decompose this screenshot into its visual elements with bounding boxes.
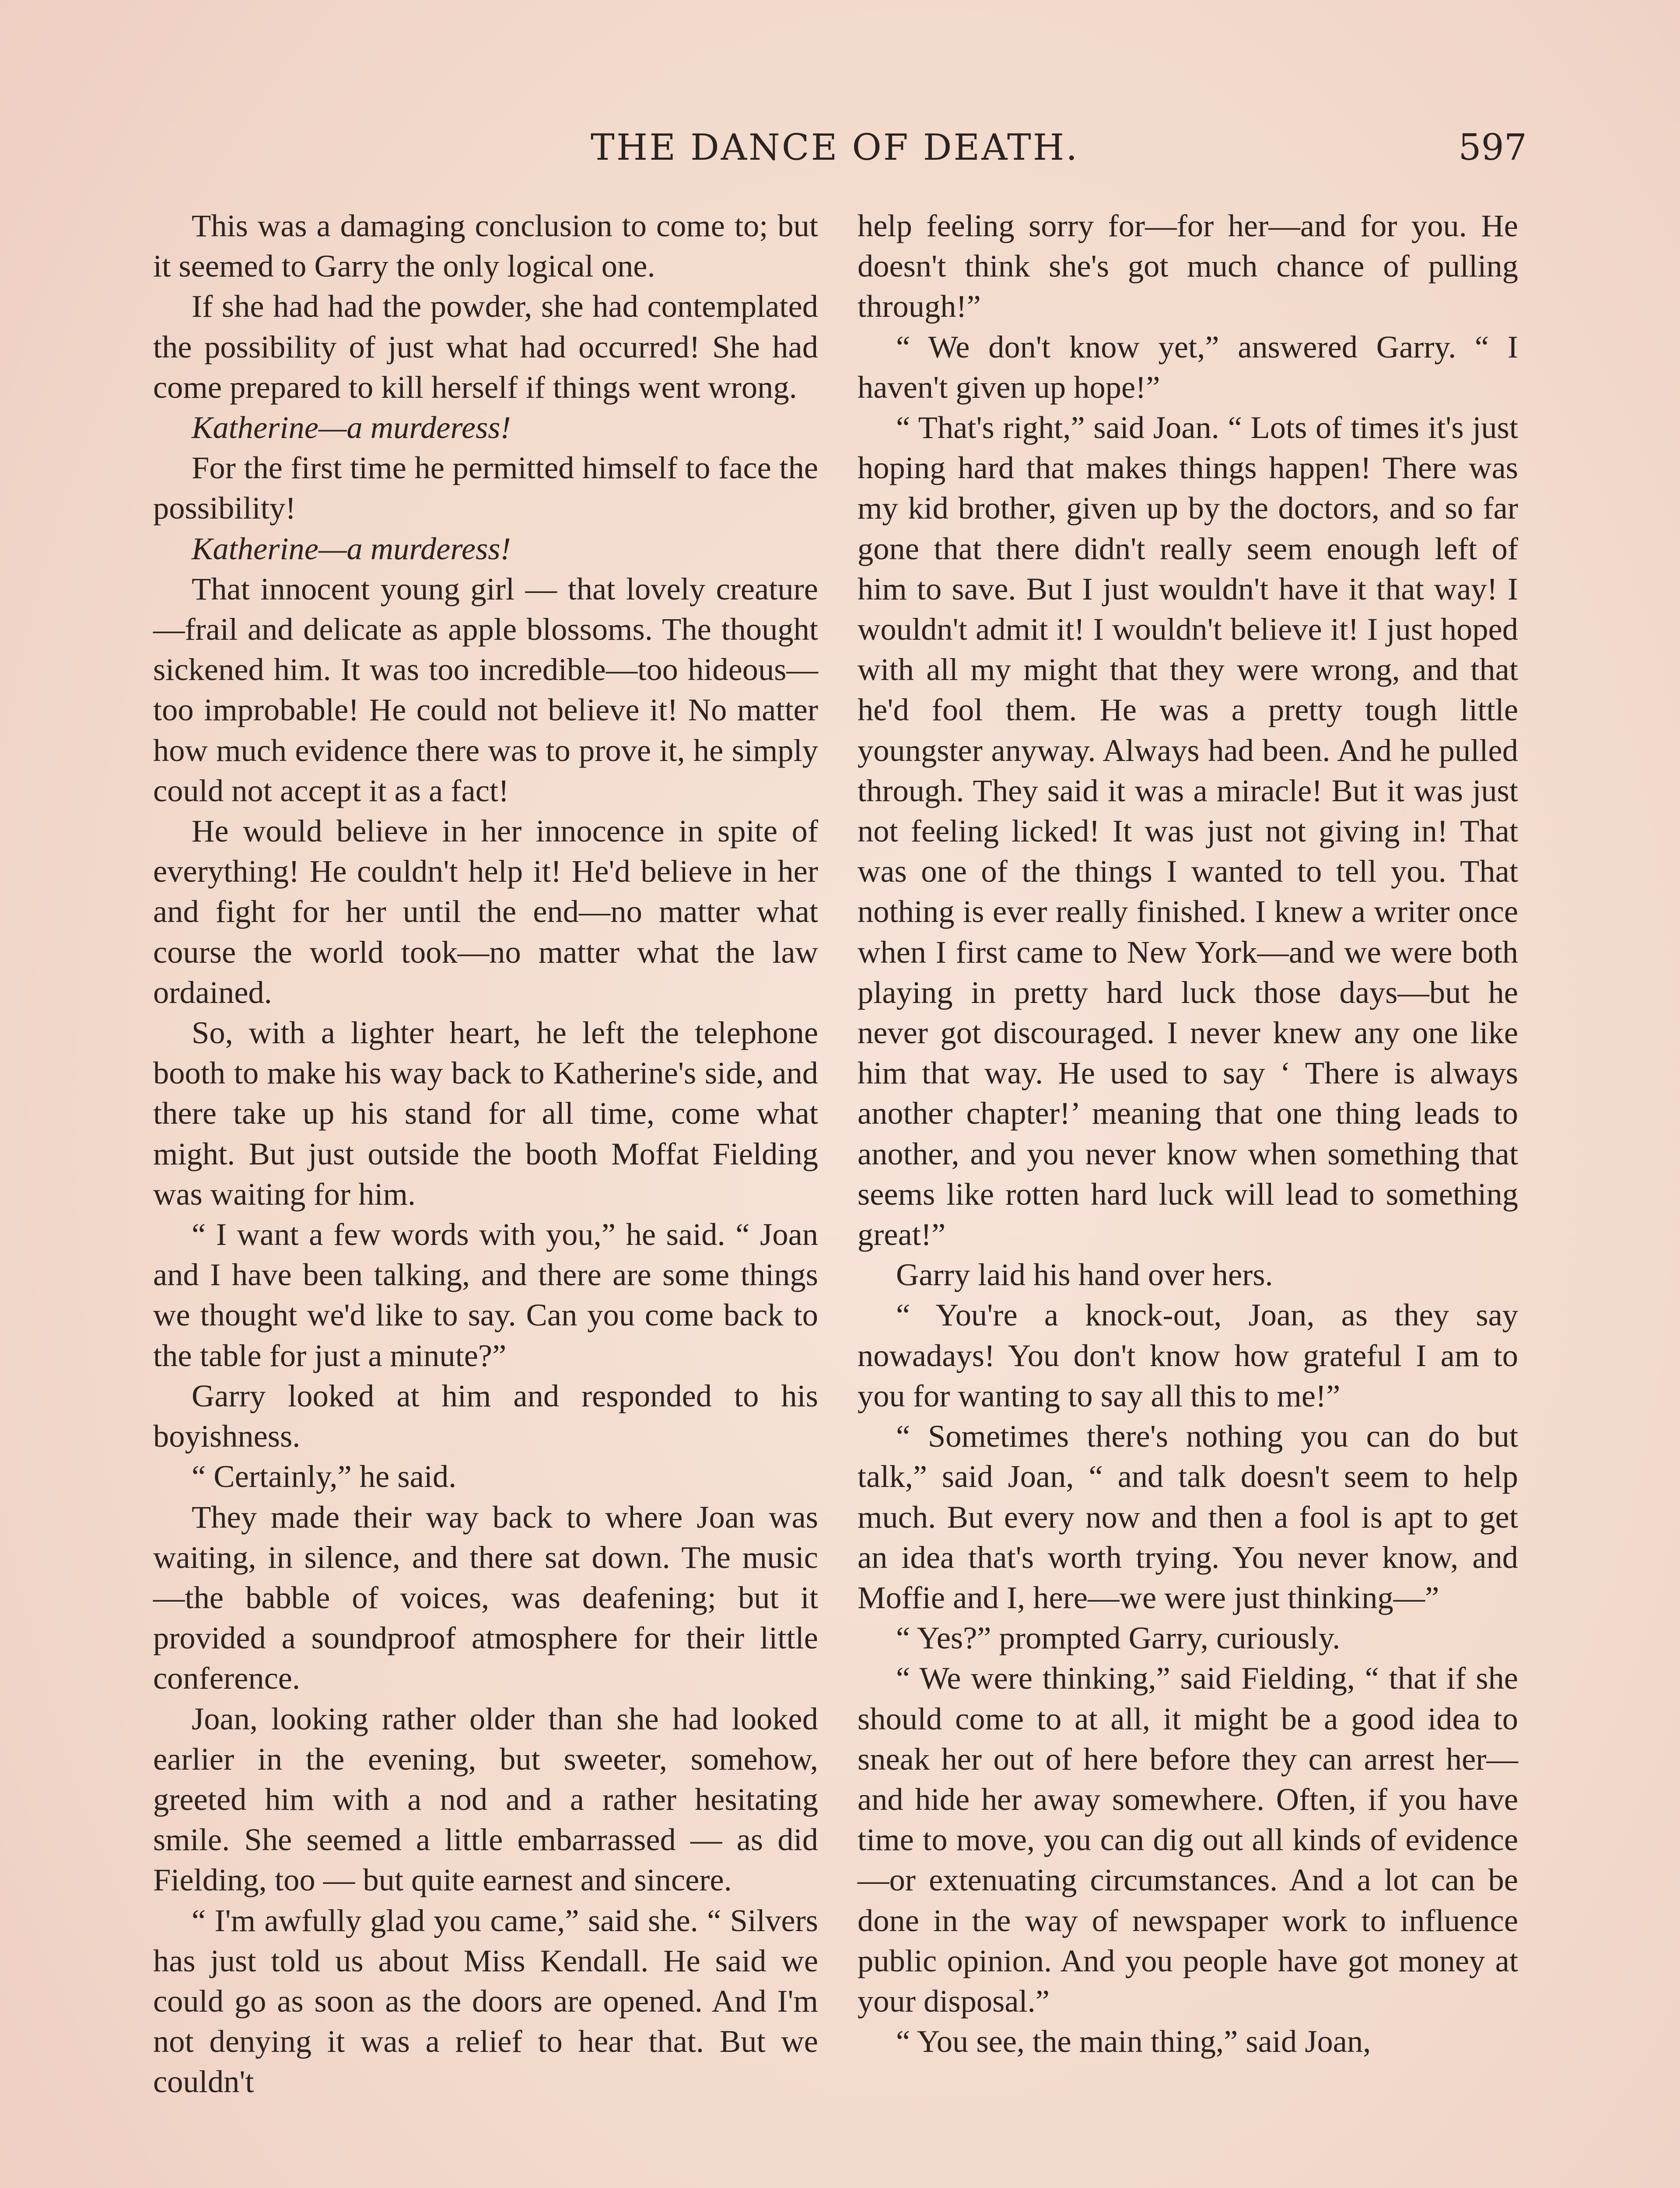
paragraph: “ Sometimes there's nothing you can do but talk,” said Joan, “ and talk doesn't seem to help much. But every now and then a fool is apt to get an idea that's worth trying. You never know, and Moffie and I, here—we were just thinking—”: [858, 1418, 1518, 1615]
paragraph: Katherine—a murderess!: [192, 410, 511, 445]
paragraph: So, with a lighter heart, he left the telephone booth to make his way back to Katherine's side, and there take up his stand for all time, come what might. But just outside the booth Moffat Fielding was waiting for him.: [153, 1015, 818, 1212]
right-column: [858, 206, 1518, 2062]
paragraph: This was a damaging conclusion to come to; but it seemed to Garry the only logical one.: [153, 208, 818, 284]
paragraph: They made their way back to where Joan was waiting, in silence, and there sat down. The music—the babble of voices, was deafening; but it provided a soundproof atmosphere for their little conference.: [153, 1499, 818, 1696]
paragraph: “ You see, the main thing,” said Joan,: [896, 2023, 1371, 2059]
paragraph: help feeling sorry for—for her—and for you. He doesn't think she's got much chance of pulling through!”: [858, 208, 1518, 324]
paragraph: For the first time he permitted himself to face the possibility!: [153, 450, 818, 526]
page-header: [144, 127, 1527, 175]
paragraph: “ Yes?” prompted Garry, curiously.: [896, 1620, 1340, 1656]
paragraph: “ You're a knock-out, Joan, as they say nowadays! You don't know how grateful I am to you for wanting to say all this to me!”: [858, 1297, 1518, 1413]
paragraph: “ We don't know yet,” answered Garry. “ I haven't given up hope!”: [858, 329, 1518, 405]
paragraph: “ Certainly,” he said.: [192, 1459, 457, 1494]
paragraph: “ I'm awfully glad you came,” said she. “ Silvers has just told us about Miss Kendall. He said we could go as soon as the doors are opened. And I'm not denying it was a relief to hear that. But we couldn't: [153, 1902, 818, 2100]
paragraph: He would believe in her innocence in spite of everything! He couldn't help it! He'd believe in her and fight for her until the end—no matter what course the world took—no matter what the law ordained.: [153, 813, 818, 1010]
paragraph: If she had had the powder, she had contemplated the possibility of just what had occurred! She had come prepared to kill herself if things went wrong.: [153, 288, 818, 405]
paragraph: “ We were thinking,” said Fielding, “ that if she should come to at all, it might be a good idea to sneak her out of here before they can arrest her—and hide her away somewhere. Often, if you have time to move, you can dig out all kinds of evidence —or extenuating circumstances. And a lot can be done in the way of newspaper work to influence public opinion. And you people have got money at your disposal.”: [858, 1660, 1518, 2019]
running-title: THE DANCE OF DEATH.: [591, 127, 1079, 168]
paragraph: Garry laid his hand over hers.: [896, 1257, 1273, 1293]
paragraph: Katherine—a murderess!: [192, 530, 511, 566]
paragraph: “ I want a few words with you,” he said. “ Joan and I have been talking, and there are some things we thought we'd like to say. Can you come back to the table for just a minute?”: [153, 1217, 818, 1373]
left-column: [153, 206, 818, 2102]
paragraph: Joan, looking rather older than she had looked earlier in the evening, but sweeter, somehow, greeted him with a nod and a rather hesitating smile. She seemed a little embarrassed — as did Fielding, too — but quite earnest and sincere.: [153, 1701, 818, 1898]
page-number: 597: [1458, 127, 1527, 168]
paragraph: That innocent young girl — that lovely creature—frail and delicate as apple blossoms. The thought sickened him. It was too incredible—too hideous—too improbable! He could not believe it! No matter how much evidence there was to prove it, he simply could not accept it as a fact!: [153, 571, 818, 808]
paragraph: Garry looked at him and responded to his boyishness.: [153, 1378, 818, 1454]
paragraph: “ That's right,” said Joan. “ Lots of times it's just hoping hard that makes things happen! There was my kid brother, given up by the doctors, and so far gone that there didn't really seem enough left of him to save. But I just wouldn't have it that way! I wouldn't admit it! I wouldn't believe it! I just hoped with all my might that they were wrong, and that he'd fool them. He was a pretty tough little youngster anyway. Always had been. And he pulled through. They said it was a miracle! But it was just not feeling licked! It was just not giving in! That was one of the things I wanted to tell you. That nothing is ever really finished. I knew a writer once when I first came to New York—and we were both playing in pretty hard luck those days—but he never got discouraged. I never knew any one like him that way. He used to say ‘ There is always another chapter!’ meaning that one thing leads to another, and you never know when something that seems like rotten hard luck will lead to something great!”: [858, 410, 1518, 1252]
